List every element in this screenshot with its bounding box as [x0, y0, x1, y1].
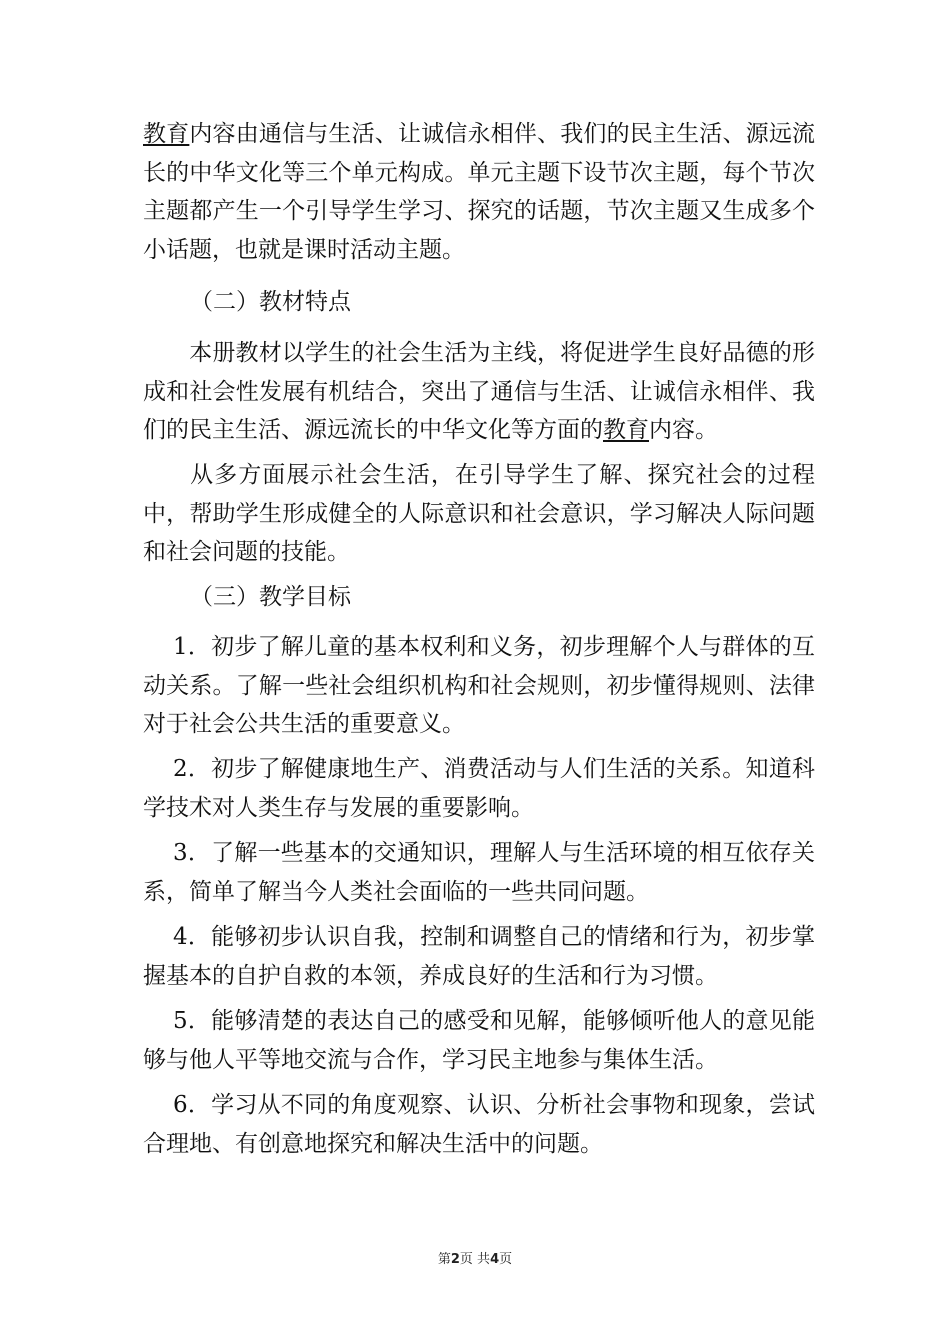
underlined-term: 教育: [143, 121, 190, 147]
footer-suffix: 页: [499, 1252, 513, 1267]
footer-middle: 页 共: [459, 1252, 491, 1267]
footer-current-page: 2: [450, 1252, 460, 1267]
paragraph-textbook-features: [143, 334, 815, 450]
paragraph-text: 内容由通信与生活、让诚信永相伴、我们的民主生活、源远流长的中华文化等三个单元构成。单元主题下设节次主题，每个节次主题都产生一个引导学生学习、探究的话题，节次主题又生成多个小话题，也就是课时活动主题。: [143, 121, 816, 263]
goal-text: 3．了解一些基本的交通知识，理解人与生活环境的相互依存关系，简单了解当今人类社会面临的一些共同问题。: [143, 840, 815, 905]
goal-item: [143, 1002, 815, 1079]
paragraph-text: 内容。: [649, 417, 718, 443]
paragraph-units: [143, 115, 815, 269]
footer-total-pages: 4: [490, 1252, 500, 1267]
underlined-term: 教育: [603, 417, 649, 443]
paragraph-text: 从多方面展示社会生活，在引导学生了解、探究社会的过程中，帮助学生形成健全的人际意识和社会意识，学习解决人际问题和社会问题的技能。: [143, 462, 815, 565]
goal-item: [143, 1086, 815, 1163]
goal-item: [143, 834, 815, 911]
goal-text: 1．初步了解儿童的基本权利和义务，初步理解个人与群体的互动关系。了解一些社会组织机构和社会规则，初步懂得规则、法律对于社会公共生活的重要意义。: [143, 634, 815, 737]
goal-text: 6．学习从不同的角度观察、认识、分析社会事物和现象，尝试合理地、有创意地探究和解决生活中的问题。: [143, 1092, 815, 1157]
goal-item: [143, 750, 815, 827]
section-heading-textbook-features: （二）教材特点: [190, 289, 351, 315]
goal-text: 5．能够清楚的表达自己的感受和见解，能够倾听他人的意见能够与他人平等地交流与合作，学习民主地参与集体生活。: [143, 1008, 815, 1073]
goal-item: [143, 918, 815, 995]
goal-text: 4．能够初步认识自我，控制和调整自己的情绪和行为，初步掌握基本的自护自救的本领，养成良好的生活和行为习惯。: [143, 924, 815, 989]
footer-prefix: 第: [437, 1252, 451, 1267]
section-heading-teaching-goals: （三）教学目标: [190, 584, 351, 610]
paragraph-text: 本册教材以学生的社会生活为主线，将促进学生良好品德的形成和社会性发展有机结合，突出了通信与生活、让诚信永相伴、我们的民主生活、源远流长的中华文化等方面的: [143, 340, 815, 443]
paragraph-social-life: [143, 456, 815, 572]
page-footer: [0, 1248, 950, 1267]
goal-text: 2．初步了解健康地生产、消费活动与人们生活的关系。知道科学技术对人类生存与发展的重要影响。: [143, 756, 815, 821]
goal-item: [143, 628, 815, 744]
